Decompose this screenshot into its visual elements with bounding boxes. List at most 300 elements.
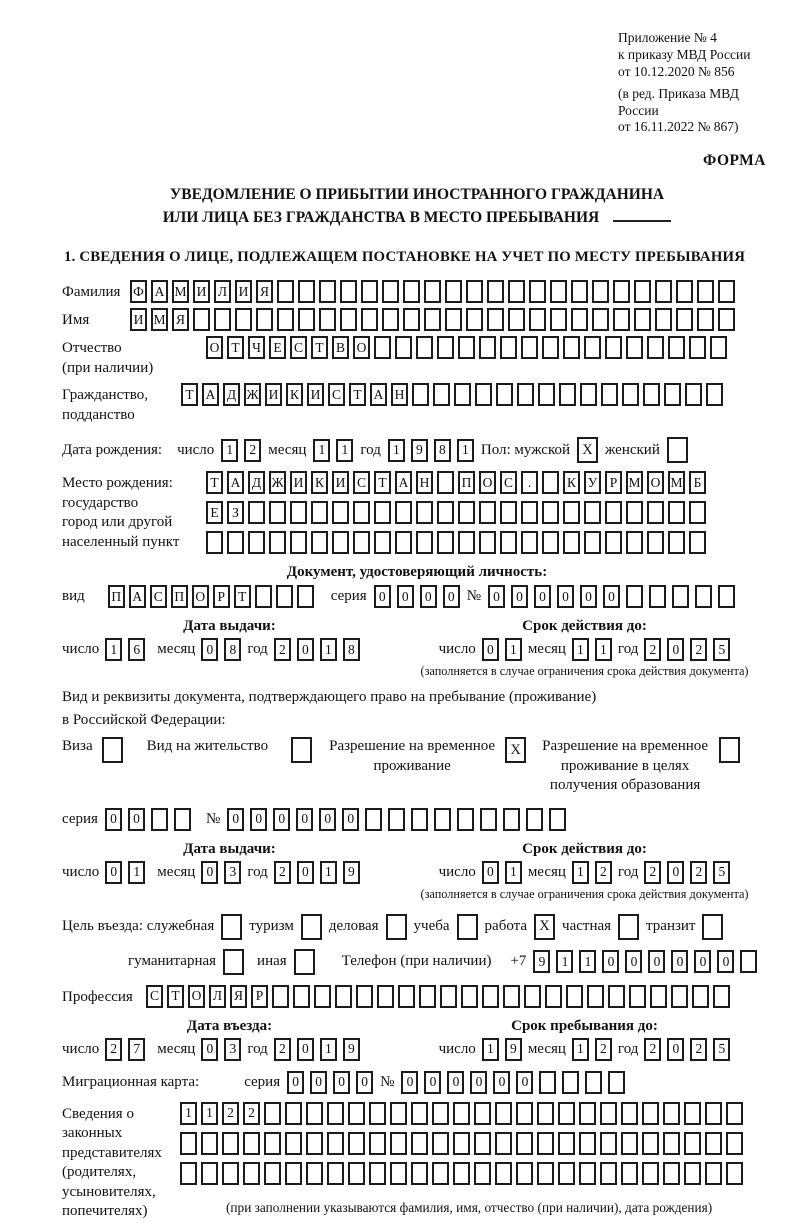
char-cell[interactable]: Ж	[269, 471, 286, 494]
char-cell[interactable]: 0	[297, 861, 314, 884]
char-cell[interactable]: 0	[128, 808, 145, 831]
char-cell[interactable]	[419, 985, 436, 1008]
char-cell[interactable]	[453, 1132, 470, 1155]
char-cell[interactable]	[503, 985, 520, 1008]
char-cell[interactable]: 0	[297, 1038, 314, 1061]
char-cell[interactable]: А	[129, 585, 146, 608]
char-cell[interactable]: Л	[214, 280, 231, 303]
char-cell[interactable]	[579, 1132, 596, 1155]
char-cell[interactable]	[432, 1132, 449, 1155]
char-cell[interactable]: Ч	[248, 336, 265, 359]
char-cell[interactable]	[348, 1102, 365, 1125]
char-cell[interactable]: П	[108, 585, 125, 608]
char-cell[interactable]: Ф	[130, 280, 147, 303]
char-cell[interactable]: 0	[201, 1038, 218, 1061]
char-cell[interactable]	[621, 1132, 638, 1155]
char-cell[interactable]	[697, 308, 714, 331]
char-cell[interactable]: 8	[224, 638, 241, 661]
char-cell[interactable]	[453, 1102, 470, 1125]
char-cell[interactable]: 2	[274, 861, 291, 884]
char-cell[interactable]	[558, 1162, 575, 1185]
permit-series-cells[interactable]	[105, 808, 191, 831]
char-cell[interactable]: Т	[206, 471, 223, 494]
char-cell[interactable]: 1	[180, 1102, 197, 1125]
char-cell[interactable]	[319, 280, 336, 303]
char-cell[interactable]	[454, 383, 471, 406]
char-cell[interactable]	[264, 1102, 281, 1125]
char-cell[interactable]	[705, 1132, 722, 1155]
birthplace-cells-row1[interactable]	[206, 471, 706, 494]
char-cell[interactable]: А	[395, 471, 412, 494]
char-cell[interactable]: Т	[227, 336, 244, 359]
char-cell[interactable]	[365, 808, 382, 831]
char-cell[interactable]: 8	[434, 439, 451, 462]
char-cell[interactable]: 0	[273, 808, 290, 831]
char-cell[interactable]	[689, 531, 706, 554]
char-cell[interactable]	[647, 501, 664, 524]
permit-valid-day-cells[interactable]	[482, 861, 522, 884]
char-cell[interactable]: 1	[505, 861, 522, 884]
char-cell[interactable]: 0	[296, 808, 313, 831]
char-cell[interactable]: 9	[505, 1038, 522, 1061]
legal-reps-cells-row1[interactable]	[180, 1102, 743, 1125]
char-cell[interactable]	[403, 308, 420, 331]
char-cell[interactable]: 0	[401, 1071, 418, 1094]
char-cell[interactable]	[332, 501, 349, 524]
char-cell[interactable]: 2	[274, 1038, 291, 1061]
char-cell[interactable]	[676, 280, 693, 303]
char-cell[interactable]	[626, 501, 643, 524]
char-cell[interactable]	[629, 985, 646, 1008]
char-cell[interactable]	[613, 308, 630, 331]
char-cell[interactable]: А	[370, 383, 387, 406]
char-cell[interactable]: С	[290, 336, 307, 359]
purpose-private-checkbox[interactable]	[618, 914, 639, 940]
char-cell[interactable]	[277, 308, 294, 331]
char-cell[interactable]	[517, 383, 534, 406]
char-cell[interactable]: Р	[605, 471, 622, 494]
char-cell[interactable]	[601, 383, 618, 406]
char-cell[interactable]	[726, 1102, 743, 1125]
char-cell[interactable]: 9	[343, 861, 360, 884]
char-cell[interactable]: А	[227, 471, 244, 494]
char-cell[interactable]	[500, 501, 517, 524]
char-cell[interactable]: Я	[172, 308, 189, 331]
char-cell[interactable]	[529, 280, 546, 303]
char-cell[interactable]: 0	[516, 1071, 533, 1094]
char-cell[interactable]	[642, 1132, 659, 1155]
char-cell[interactable]: 1	[201, 1102, 218, 1125]
birth-year-cells[interactable]	[388, 439, 474, 462]
char-cell[interactable]	[353, 531, 370, 554]
doc-issue-day-cells[interactable]	[105, 638, 145, 661]
char-cell[interactable]: Н	[391, 383, 408, 406]
char-cell[interactable]: К	[563, 471, 580, 494]
char-cell[interactable]	[285, 1102, 302, 1125]
char-cell[interactable]: 3	[224, 1038, 241, 1061]
char-cell[interactable]	[298, 308, 315, 331]
char-cell[interactable]	[621, 1162, 638, 1185]
char-cell[interactable]: И	[235, 280, 252, 303]
char-cell[interactable]: 1	[556, 950, 573, 973]
char-cell[interactable]	[474, 1132, 491, 1155]
char-cell[interactable]	[516, 1102, 533, 1125]
char-cell[interactable]	[676, 308, 693, 331]
char-cell[interactable]	[718, 585, 735, 608]
char-cell[interactable]	[579, 1162, 596, 1185]
char-cell[interactable]: 5	[713, 1038, 730, 1061]
char-cell[interactable]: 1	[595, 638, 612, 661]
char-cell[interactable]	[726, 1132, 743, 1155]
char-cell[interactable]: 0	[310, 1071, 327, 1094]
char-cell[interactable]: 0	[717, 950, 734, 973]
char-cell[interactable]	[600, 1102, 617, 1125]
char-cell[interactable]: И	[290, 471, 307, 494]
char-cell[interactable]: Т	[181, 383, 198, 406]
char-cell[interactable]	[361, 280, 378, 303]
char-cell[interactable]: М	[668, 471, 685, 494]
char-cell[interactable]	[290, 501, 307, 524]
char-cell[interactable]	[151, 808, 168, 831]
char-cell[interactable]	[650, 985, 667, 1008]
char-cell[interactable]	[214, 308, 231, 331]
char-cell[interactable]	[466, 280, 483, 303]
char-cell[interactable]	[479, 336, 496, 359]
char-cell[interactable]	[306, 1102, 323, 1125]
char-cell[interactable]	[487, 308, 504, 331]
char-cell[interactable]: 1	[572, 861, 589, 884]
char-cell[interactable]	[433, 383, 450, 406]
char-cell[interactable]	[740, 950, 757, 973]
char-cell[interactable]: М	[626, 471, 643, 494]
char-cell[interactable]: 0	[667, 1038, 684, 1061]
char-cell[interactable]: 0	[603, 585, 620, 608]
char-cell[interactable]: 1	[579, 950, 596, 973]
char-cell[interactable]: Б	[689, 471, 706, 494]
char-cell[interactable]: 1	[128, 861, 145, 884]
char-cell[interactable]: У	[584, 471, 601, 494]
char-cell[interactable]	[440, 985, 457, 1008]
char-cell[interactable]: 1	[572, 1038, 589, 1061]
char-cell[interactable]	[369, 1132, 386, 1155]
char-cell[interactable]	[621, 1102, 638, 1125]
char-cell[interactable]: 2	[644, 1038, 661, 1061]
char-cell[interactable]: Е	[269, 336, 286, 359]
entry-year-cells[interactable]	[274, 1038, 360, 1061]
char-cell[interactable]	[521, 531, 538, 554]
char-cell[interactable]	[377, 985, 394, 1008]
char-cell[interactable]: О	[353, 336, 370, 359]
char-cell[interactable]: Т	[234, 585, 251, 608]
doc-valid-year-cells[interactable]	[644, 638, 730, 661]
char-cell[interactable]: Н	[416, 471, 433, 494]
char-cell[interactable]	[705, 1162, 722, 1185]
char-cell[interactable]	[524, 985, 541, 1008]
char-cell[interactable]	[718, 308, 735, 331]
char-cell[interactable]	[180, 1132, 197, 1155]
char-cell[interactable]	[474, 1162, 491, 1185]
char-cell[interactable]	[395, 501, 412, 524]
permit-valid-year-cells[interactable]	[644, 861, 730, 884]
char-cell[interactable]: 0	[250, 808, 267, 831]
char-cell[interactable]	[434, 808, 451, 831]
char-cell[interactable]	[600, 1132, 617, 1155]
char-cell[interactable]: 0	[694, 950, 711, 973]
char-cell[interactable]	[327, 1102, 344, 1125]
char-cell[interactable]	[206, 531, 223, 554]
char-cell[interactable]	[626, 585, 643, 608]
char-cell[interactable]	[416, 531, 433, 554]
char-cell[interactable]	[580, 383, 597, 406]
char-cell[interactable]: П	[458, 471, 475, 494]
char-cell[interactable]	[537, 1132, 554, 1155]
char-cell[interactable]: 0	[671, 950, 688, 973]
char-cell[interactable]	[264, 1162, 281, 1185]
char-cell[interactable]	[539, 1071, 556, 1094]
doc-type-cells[interactable]	[108, 585, 314, 608]
char-cell[interactable]	[243, 1132, 260, 1155]
doc-series-cells[interactable]	[374, 585, 460, 608]
entry-day-cells[interactable]	[105, 1038, 145, 1061]
phone-cells[interactable]	[533, 950, 757, 973]
char-cell[interactable]	[584, 501, 601, 524]
char-cell[interactable]	[382, 280, 399, 303]
stay-day-cells[interactable]	[482, 1038, 522, 1061]
char-cell[interactable]	[647, 531, 664, 554]
char-cell[interactable]	[356, 985, 373, 1008]
char-cell[interactable]: И	[193, 280, 210, 303]
char-cell[interactable]	[466, 308, 483, 331]
legal-reps-cells-row2[interactable]	[180, 1132, 743, 1155]
char-cell[interactable]	[174, 808, 191, 831]
char-cell[interactable]: 0	[488, 585, 505, 608]
char-cell[interactable]	[684, 1102, 701, 1125]
char-cell[interactable]	[482, 985, 499, 1008]
char-cell[interactable]: А	[151, 280, 168, 303]
char-cell[interactable]: 2	[690, 861, 707, 884]
char-cell[interactable]: 0	[482, 638, 499, 661]
char-cell[interactable]	[542, 501, 559, 524]
permit-valid-month-cells[interactable]	[572, 861, 612, 884]
char-cell[interactable]	[332, 531, 349, 554]
char-cell[interactable]	[495, 1162, 512, 1185]
char-cell[interactable]	[255, 585, 272, 608]
char-cell[interactable]	[348, 1162, 365, 1185]
char-cell[interactable]	[592, 308, 609, 331]
char-cell[interactable]	[655, 308, 672, 331]
profession-cells[interactable]	[146, 985, 730, 1008]
char-cell[interactable]: 5	[713, 861, 730, 884]
stay-year-cells[interactable]	[644, 1038, 730, 1061]
char-cell[interactable]	[550, 280, 567, 303]
char-cell[interactable]: Л	[209, 985, 226, 1008]
char-cell[interactable]	[437, 471, 454, 494]
char-cell[interactable]: 1	[105, 638, 122, 661]
char-cell[interactable]	[608, 1071, 625, 1094]
char-cell[interactable]	[642, 1102, 659, 1125]
char-cell[interactable]	[298, 280, 315, 303]
char-cell[interactable]	[713, 985, 730, 1008]
residence-permit-checkbox[interactable]	[291, 737, 312, 763]
char-cell[interactable]	[374, 531, 391, 554]
char-cell[interactable]	[559, 383, 576, 406]
char-cell[interactable]	[306, 1132, 323, 1155]
char-cell[interactable]	[692, 985, 709, 1008]
char-cell[interactable]	[327, 1132, 344, 1155]
doc-valid-day-cells[interactable]	[482, 638, 522, 661]
birthplace-cells-row3[interactable]	[206, 531, 706, 554]
char-cell[interactable]: М	[172, 280, 189, 303]
char-cell[interactable]: 2	[244, 439, 261, 462]
char-cell[interactable]	[537, 1102, 554, 1125]
visa-checkbox[interactable]	[102, 737, 123, 763]
char-cell[interactable]	[193, 308, 210, 331]
patronymic-cells[interactable]	[206, 336, 727, 359]
char-cell[interactable]: 2	[274, 638, 291, 661]
char-cell[interactable]	[566, 985, 583, 1008]
char-cell[interactable]: 0	[297, 638, 314, 661]
char-cell[interactable]	[201, 1162, 218, 1185]
doc-issue-month-cells[interactable]	[201, 638, 241, 661]
char-cell[interactable]: 0	[105, 861, 122, 884]
purpose-tourism-checkbox[interactable]	[301, 914, 322, 940]
char-cell[interactable]	[668, 501, 685, 524]
char-cell[interactable]	[503, 808, 520, 831]
char-cell[interactable]: 0	[667, 861, 684, 884]
char-cell[interactable]: 0	[443, 585, 460, 608]
char-cell[interactable]: 2	[595, 861, 612, 884]
char-cell[interactable]: И	[332, 471, 349, 494]
char-cell[interactable]	[495, 1132, 512, 1155]
char-cell[interactable]: 2	[222, 1102, 239, 1125]
char-cell[interactable]: 5	[713, 638, 730, 661]
char-cell[interactable]	[622, 383, 639, 406]
char-cell[interactable]: Р	[213, 585, 230, 608]
char-cell[interactable]	[542, 336, 559, 359]
char-cell[interactable]: .	[521, 471, 538, 494]
char-cell[interactable]	[605, 501, 622, 524]
char-cell[interactable]	[243, 1162, 260, 1185]
char-cell[interactable]: 0	[534, 585, 551, 608]
char-cell[interactable]	[550, 308, 567, 331]
char-cell[interactable]: С	[353, 471, 370, 494]
char-cell[interactable]	[663, 1162, 680, 1185]
char-cell[interactable]: 0	[625, 950, 642, 973]
char-cell[interactable]	[655, 280, 672, 303]
stay-month-cells[interactable]	[572, 1038, 612, 1061]
char-cell[interactable]	[314, 985, 331, 1008]
char-cell[interactable]: 0	[105, 808, 122, 831]
char-cell[interactable]: 0	[580, 585, 597, 608]
char-cell[interactable]	[585, 1071, 602, 1094]
char-cell[interactable]: 9	[533, 950, 550, 973]
char-cell[interactable]	[361, 308, 378, 331]
char-cell[interactable]	[697, 280, 714, 303]
char-cell[interactable]	[293, 985, 310, 1008]
char-cell[interactable]	[390, 1162, 407, 1185]
char-cell[interactable]: 2	[690, 638, 707, 661]
permit-issue-year-cells[interactable]	[274, 861, 360, 884]
char-cell[interactable]: Е	[206, 501, 223, 524]
char-cell[interactable]: 6	[128, 638, 145, 661]
char-cell[interactable]: А	[202, 383, 219, 406]
char-cell[interactable]	[285, 1162, 302, 1185]
char-cell[interactable]	[306, 1162, 323, 1185]
char-cell[interactable]	[412, 383, 429, 406]
char-cell[interactable]: 0	[511, 585, 528, 608]
char-cell[interactable]	[340, 308, 357, 331]
char-cell[interactable]	[571, 308, 588, 331]
char-cell[interactable]	[500, 531, 517, 554]
char-cell[interactable]: 0	[602, 950, 619, 973]
char-cell[interactable]	[689, 336, 706, 359]
char-cell[interactable]	[256, 308, 273, 331]
permit-number-cells[interactable]	[227, 808, 566, 831]
char-cell[interactable]	[290, 531, 307, 554]
name-cells[interactable]	[130, 308, 735, 331]
char-cell[interactable]	[516, 1162, 533, 1185]
char-cell[interactable]	[411, 1102, 428, 1125]
char-cell[interactable]	[672, 585, 689, 608]
char-cell[interactable]	[558, 1132, 575, 1155]
char-cell[interactable]: 2	[105, 1038, 122, 1061]
char-cell[interactable]: 1	[221, 439, 238, 462]
char-cell[interactable]: 0	[667, 638, 684, 661]
char-cell[interactable]: С	[146, 985, 163, 1008]
purpose-study-checkbox[interactable]	[457, 914, 478, 940]
char-cell[interactable]	[549, 808, 566, 831]
char-cell[interactable]: 1	[336, 439, 353, 462]
char-cell[interactable]: 1	[572, 638, 589, 661]
char-cell[interactable]: О	[647, 471, 664, 494]
char-cell[interactable]	[563, 501, 580, 524]
char-cell[interactable]	[634, 308, 651, 331]
char-cell[interactable]	[668, 336, 685, 359]
char-cell[interactable]	[297, 585, 314, 608]
char-cell[interactable]	[424, 280, 441, 303]
char-cell[interactable]	[319, 308, 336, 331]
char-cell[interactable]	[542, 471, 559, 494]
doc-issue-year-cells[interactable]	[274, 638, 360, 661]
temp-permit-checkbox[interactable]: X	[505, 737, 526, 763]
char-cell[interactable]	[453, 1162, 470, 1185]
char-cell[interactable]	[592, 280, 609, 303]
char-cell[interactable]	[600, 1162, 617, 1185]
char-cell[interactable]	[479, 501, 496, 524]
char-cell[interactable]: Д	[223, 383, 240, 406]
char-cell[interactable]	[663, 1132, 680, 1155]
char-cell[interactable]	[613, 280, 630, 303]
doc-valid-month-cells[interactable]	[572, 638, 612, 661]
char-cell[interactable]	[264, 1132, 281, 1155]
entry-month-cells[interactable]	[201, 1038, 241, 1061]
birth-month-cells[interactable]	[313, 439, 353, 462]
char-cell[interactable]: 7	[128, 1038, 145, 1061]
char-cell[interactable]	[634, 280, 651, 303]
char-cell[interactable]	[269, 531, 286, 554]
char-cell[interactable]	[605, 336, 622, 359]
char-cell[interactable]	[668, 531, 685, 554]
char-cell[interactable]: Я	[230, 985, 247, 1008]
char-cell[interactable]: Т	[349, 383, 366, 406]
permit-issue-day-cells[interactable]	[105, 861, 145, 884]
char-cell[interactable]: 0	[420, 585, 437, 608]
char-cell[interactable]: О	[479, 471, 496, 494]
char-cell[interactable]: 0	[557, 585, 574, 608]
char-cell[interactable]: Р	[251, 985, 268, 1008]
char-cell[interactable]: Ж	[244, 383, 261, 406]
char-cell[interactable]	[327, 1162, 344, 1185]
